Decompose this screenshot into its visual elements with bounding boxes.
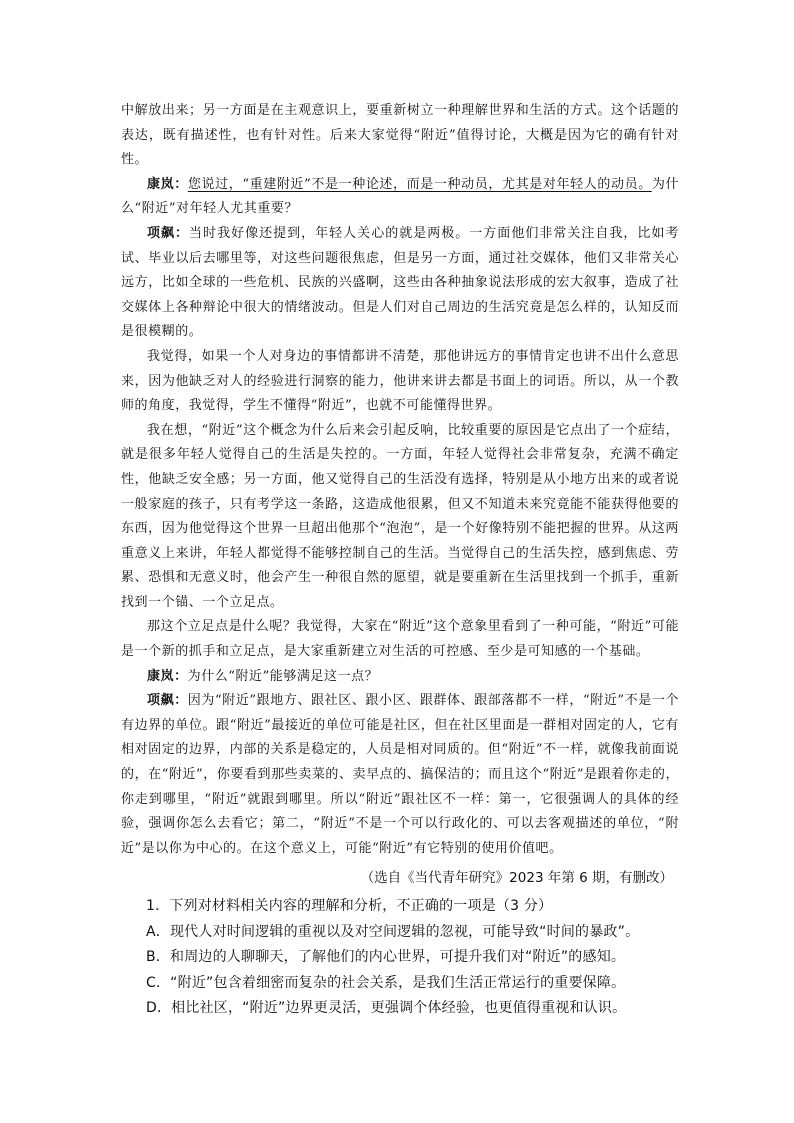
- option-a[interactable]: A．现代人对时间逻辑的重视以及对空间逻辑的忽视，可能导致“时间的暴政”。: [146, 923, 640, 940]
- paragraph-question-kanglan-1: [121, 173, 679, 222]
- speaker-label: 项飙：: [147, 225, 190, 241]
- interview-passage: [121, 99, 679, 861]
- question-1: [146, 894, 676, 1022]
- source-citation: （选自《当代青年研究》2023 年第 6 期，有删改）: [360, 870, 673, 886]
- question-text: 为什么“附近”对年轻人尤其重要？: [121, 176, 679, 217]
- paragraph-question-kanglan-2: [121, 665, 679, 690]
- speaker-label: 康岚：: [147, 668, 188, 684]
- paragraph-body: 那这个立足点是什么呢？我觉得，大家在“附近”这个意象里看到了一种可能，“附近”可能是一个新的抓手和立足点，是大家重新建立对生活的可控感、至少是可知感的一个基础。: [121, 619, 679, 660]
- question-stem: 1．下列对材料相关内容的理解和分析，不正确的一项是（3 分）: [146, 898, 553, 914]
- underlined-quote: 您说过，“重建附近”不是一种论述，而是一种动员，尤其是对年轻人的动员。: [187, 176, 652, 192]
- question-text: 为什么“附近”能够满足这一点？: [187, 668, 379, 684]
- paragraph-continued: 中解放出来；另一方面是在主观意识上，要重新树立一种理解世界和生活的方式。这个话题的表达，既有描述性，也有针对性。后来大家觉得“附近”值得讨论，大概是因为它的确有针对性。: [121, 103, 679, 168]
- paragraph-body: 我觉得，如果一个人对身边的事情都讲不清楚，那他讲远方的事情肯定也讲不出什么意思来，因为他缺乏对人的经验进行洞察的能力，他讲来讲去都是书面上的词语。所以，从一个教师的角度，我觉得，学生不懂得“附近”，也就不可能懂得世界。: [121, 348, 679, 414]
- speaker-label: 项飙：: [147, 693, 188, 709]
- option-b[interactable]: B．和周边的人聊聊天，了解他们的内心世界，可提升我们对“附近”的感知。: [146, 949, 626, 965]
- option-c[interactable]: C．“附近”包含着细密而复杂的社会关系，是我们生活正常运行的重要保障。: [146, 974, 626, 991]
- paragraph-body: 我在想，“附近”这个概念为什么后来会引起反响，比较重要的原因是它点出了一个症结，就是很多年轻人觉得自己的生活是失控的。一方面，年轻人觉得社会非常复杂，充满不确定性，他缺乏安全感；另一方面，他又觉得自己的生活没有选择，特别是从小地方出来的或者说一般家庭的孩子，只有考学这一条路，这造成他很累，但又不知道未来究竟能不能获得他要的东西，因为他觉得这个世界一旦超出他那个“泡泡”，是一个好像特别不能把握的世界。从这两重意义上来讲，年轻人都觉得不能够控制自己的生活。当觉得自己的生活失控，感到焦虑、劳累、恐惧和无意义时，他会产生一种很自然的愿望，就是要重新在生活里找到一个抓手，重新找到一个锚、一个立足点。: [121, 422, 679, 610]
- speaker-label: 康岚：: [147, 176, 188, 192]
- paragraph-answer-xiangbiao-1: [121, 222, 679, 345]
- paragraph-answer-xiangbiao-2: [121, 689, 679, 861]
- option-d[interactable]: D．相比社区，“附近”边界更灵活，更强调个体经验，也更值得重视和认识。: [146, 1000, 627, 1016]
- answer-text: 当时我好像还提到，年轻人关心的就是两极。一方面他们非常关注自我，比如考试、毕业以后去哪里等，对这些问题很焦虑，但是另一方面，通过社交媒体，他们又非常关心远方，比如全球的一些危机、民族的兴盛啊，这些由各种抽象说法形成的宏大叙事，造成了社交媒体上各种辩论中很大的情绪波动。但是人们对自己周边的生活究竟是怎么样的，认知反而是很模糊的。: [121, 225, 679, 340]
- answer-text: 因为“附近”跟地方、跟社区、跟小区、跟群体、跟部落都不一样，“附近”不是一个有边界的单位。跟“附近”最接近的单位可能是社区，但在社区里面是一群相对固定的人，它有相对固定的边界，内部的关系是稳定的，人员是相对同质的。但“附近”不一样，就像我前面说的，在“附近”，你要看到那些卖菜的、卖早点的、搞保洁的；而且这个“附近”是跟着你走的，你走到哪里，“附近”就跟到哪里。所以“附近”跟社区不一样：第一，它很强调人的具体的经验，强调你怎么去看它；第二，“附近”不是一个可以行政化的、可以去客观描述的单位，“附近”是以你为中心的。在这个意义上，可能“附近”有它特别的使用价值吧。: [121, 693, 680, 856]
